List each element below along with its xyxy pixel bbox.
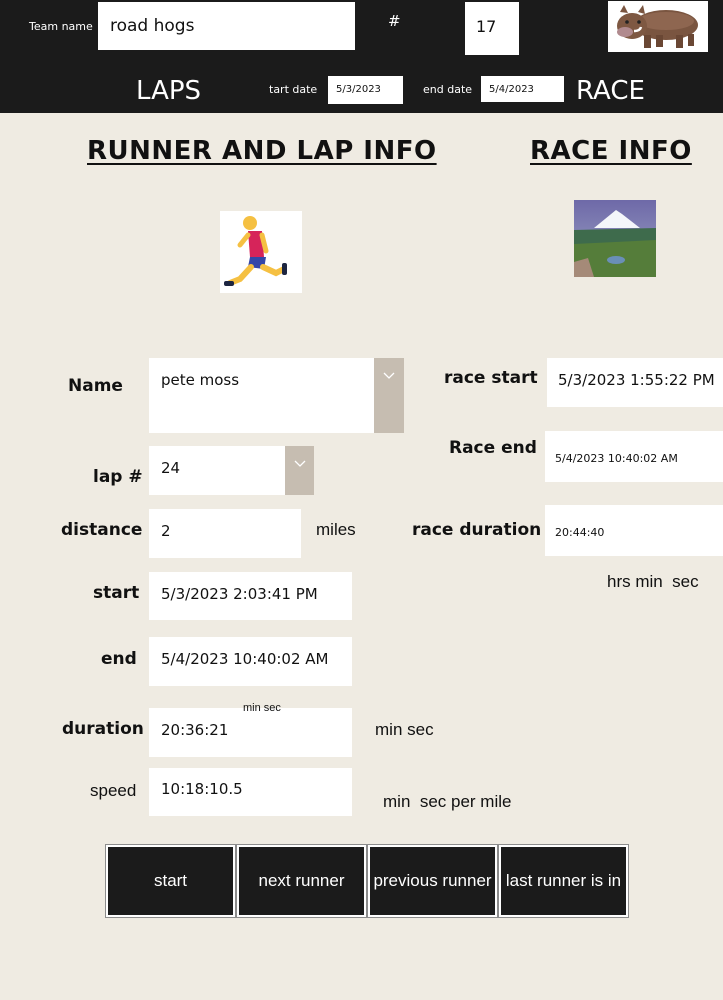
mountain-landscape-icon — [574, 200, 656, 277]
speed-label: speed — [90, 781, 137, 800]
lap-start-input[interactable]: 5/3/2023 2:03:41 PM — [149, 572, 352, 620]
chevron-down-icon — [383, 372, 395, 379]
boar-icon — [608, 1, 708, 52]
race-duration-input[interactable]: 20:44:40 — [545, 505, 723, 556]
start-button[interactable]: start — [106, 845, 235, 917]
start-label: start — [93, 583, 140, 603]
race-end-label: Race end — [449, 438, 537, 458]
lap-duration-input[interactable]: 20:36:21 — [149, 708, 352, 757]
race-duration-label: race duration — [412, 520, 542, 540]
previous-runner-button[interactable]: previous runner — [368, 845, 497, 917]
name-label: Name — [68, 376, 123, 396]
duration-unit: min sec — [375, 720, 434, 739]
race-duration-unit: hrs min sec — [607, 572, 699, 591]
runner-section-title: RUNNER AND LAP INFO — [87, 136, 437, 166]
distance-label: distance — [61, 520, 143, 540]
runner-name-dropdown[interactable]: pete moss — [149, 358, 375, 433]
header-bar — [0, 0, 723, 113]
runner-icon — [220, 211, 302, 293]
lap-number-dropdown[interactable]: 24 — [149, 446, 286, 495]
speed-unit: min sec per mile — [383, 792, 512, 811]
end-date-input[interactable]: 5/4/2023 — [481, 76, 564, 102]
team-name-label: Team name — [29, 20, 93, 33]
race-label: RACE — [576, 76, 645, 106]
start-date-label: tart date — [269, 83, 318, 96]
chevron-down-icon — [294, 460, 306, 467]
next-runner-button[interactable]: next runner — [237, 845, 366, 917]
lap-number-dropdown-button[interactable] — [285, 446, 314, 495]
speed-input[interactable]: 10:18:10.5 — [149, 768, 352, 816]
start-date-input[interactable]: 5/3/2023 — [328, 76, 403, 104]
distance-input[interactable]: 2 — [149, 509, 301, 558]
race-section-title: RACE INFO — [530, 136, 692, 166]
laps-label: LAPS — [136, 76, 202, 106]
race-start-label: race start — [444, 368, 538, 388]
duration-hint: min sec — [243, 702, 281, 714]
team-number-label: # — [388, 12, 401, 30]
team-number-input[interactable]: 17 — [465, 2, 519, 55]
distance-unit: miles — [316, 520, 356, 539]
team-name-input[interactable]: road hogs — [98, 2, 355, 50]
race-start-input[interactable]: 5/3/2023 1:55:22 PM — [547, 358, 723, 407]
end-date-label: end date — [423, 83, 473, 96]
lap-end-input[interactable]: 5/4/2023 10:40:02 AM — [149, 637, 352, 686]
runner-name-dropdown-button[interactable] — [374, 358, 404, 433]
race-end-input[interactable]: 5/4/2023 10:40:02 AM — [545, 431, 723, 482]
last-runner-in-button[interactable]: last runner is in — [499, 845, 628, 917]
duration-label: duration — [62, 719, 144, 739]
lap-number-label: lap # — [93, 467, 143, 487]
end-label: end — [101, 649, 137, 669]
